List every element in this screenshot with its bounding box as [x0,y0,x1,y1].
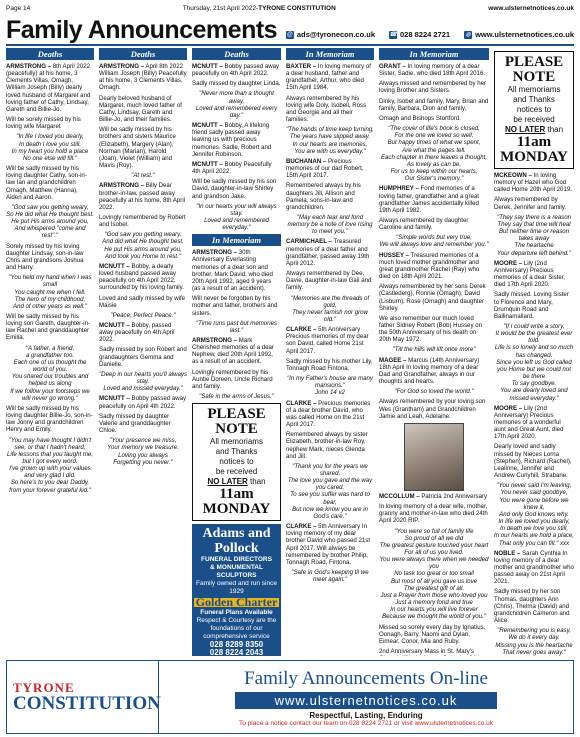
notice-paragraph [286,431,374,460]
notice-text: April 8th 2022 William Joseph (Billy) Peacefully at his home, 3 Clements Villas, Omagh. [99,63,187,92]
column-memoriam-1 [286,48,374,656]
notice-text: Dearly loved and sadly missed by Nieces Lorna (Stephen), Richard (Rachel), Lealinne, Jennifer and Andrew Curlyhill, Strabane. [494,443,572,480]
funeral-phone-2[interactable]: 028 8224 2043 [209,647,264,656]
notice-surname: GRANT – [379,63,406,70]
notice-text: Lily (2nd Anniversary) Precious memories of a dear Sister, died 17th April 2020. [494,259,566,289]
notice-paragraph [6,165,94,201]
funeral-director-ad[interactable] [192,524,281,656]
verse: "In life I loved you dearly, In death I love you still. In my heart you hold a place No one else will fill." [11,133,89,162]
notice-paragraph [6,405,94,434]
memoriam-block [192,234,281,400]
notice-text: Will be sadly missed by his son David, daughter-in-law Shirley and grandson Jake. [192,178,277,200]
please-note-line: and Thanks [513,95,555,104]
no-later-text: NO LATER [504,125,546,134]
globe-icon: ◍ [465,31,471,38]
verse: "The cover of life's book is closed, For the one we loved so well, But happy times of what we spent, Are what the pages tell. Each chapter in there leaves a thought, As lovely as can be, For us to keep within our hearts, Our Sister's memory." [380,125,488,183]
notice-text: Always remembered by his loving wife Doly, Isobell, Ross and Georgie and all their families. [286,94,367,124]
notice-paragraph [192,249,281,292]
column-heading: Deaths [99,48,187,60]
section-header [6,14,574,46]
notice-surname: CARMICHAEL – [286,238,332,246]
notice-text: Precious memories of a dear brother David, who was called Home on the 21st April 2017. [286,399,371,429]
verse: "Simple words but very true, We will always love and remember you." [379,234,489,249]
verse: "May each tear and fond memory be a note of love rising to meet you." [287,213,373,236]
please-note-line: be received [215,467,258,477]
memoriam-2-block [379,48,489,656]
notice-text: Always remembered by Derek, Jennifer and family. [494,196,567,211]
funeral-line4: Respect & Courtesy are the foundations of our comprehensive service [196,617,277,641]
notice-surname: CLARKE – [286,523,317,531]
column-deaths-3 [192,48,281,656]
notice-text: Will be sorely missed by his loving wife Margaret [6,116,81,131]
notice-surname: MCNUTT – [192,122,223,130]
please-note-line: All memoriams [210,437,263,447]
notice-surname: ARMSTRONG – [6,63,52,70]
notice-text: Sorely missed by his loving daughter Lindsay, son-in-law Chris and grandsons Joshua and Harry. [6,242,84,272]
deadline-time: 11am MONDAY [500,134,568,165]
notice-paragraph [99,95,187,124]
please-note-line: and Thanks [215,447,258,457]
verse: "Remembering you is easy, We do it every day. Missing you is the heartache That never goes away." [495,627,573,656]
memoriam-3-block [494,51,574,656]
ad-body [159,661,573,733]
notice-paragraph [6,63,94,113]
notice-text: Always remembered by daughter Caroline and family. [379,216,469,232]
logo-top: TYRONE [13,679,75,695]
notice-text: Precious memories of our dad Robert, 15th April 2017. [286,157,364,180]
notice-paragraph [99,346,187,367]
verse: "Never more than a thought away, Loved and remembered every day." [195,90,278,119]
verse: "You may have thought I didn't see, or that I hadn't heard, Life lessons that you taught me, but I got every word. I've grown up with your values and very glad I did. So here's to you dear Daddy, from your forever grateful kid." [6,436,94,494]
verse: "Time runs past but memories last." [195,319,278,334]
funeral-phone-1[interactable]: 028 8289 8350 [209,640,264,650]
notice-paragraph [379,98,489,112]
notice-text: Always remembered by her sons Derek (Castlederg), Ronnie (Omagh), David (Lisburn), Rose (Omagh) and daughter Shirley. [379,283,486,312]
notice-surname: MOORE – [494,404,523,412]
deaths-3-block [192,48,281,231]
email-text: ads@tyronecon.co.uk [296,30,376,39]
notice-paragraph [6,116,94,130]
notice-paragraph [99,63,187,92]
notice-paragraph [379,63,489,77]
notice-surname: ARMSTRONG – [99,182,145,190]
column-heading: In Memoriam [379,48,489,60]
notice-paragraph [494,291,574,320]
please-note-box-2 [494,51,574,169]
verse: "Your presence we miss, Your memory we treasure. Loving you always Forgetting you never." [107,437,179,466]
notice-surname: MCNUTT – [192,63,223,70]
notice-text: Will be sadly missed by his brothers and sisters Maurice (Elizabeth), Margery (Alan), Norman (Marian), Harold (Joan), Violet (William) and Mavis (Roy). [99,126,176,170]
ad-url[interactable]: www.ulsternetnotices.co.uk [235,692,498,709]
column-deaths-1 [6,48,94,656]
notice-surname: MCNUTT – [192,160,223,168]
please-note-line: notices to [219,457,254,467]
notice-text: Sadly missed by son Robert and grandaughters Gemma and Danielle. [99,346,187,368]
verse: "If I could write a story, It would be the greatest ever told. Life is so lonely and so much has changed. Since you left us God called you Home but we could not be there To say goodbye. You are dearly loved and missed everyday." [494,322,574,402]
verse: "The hands of time keep turning, The years have slipped away. In our hearts are memories, You are with us everyday." [286,126,374,155]
notice-paragraph [379,493,489,500]
notice-text: Always remembered by Dee, Davie, daughter-in-law Gail and family. [286,270,372,292]
notice-surname: MOORE – [494,259,523,267]
notice-paragraph [192,80,281,87]
memorial-photo [404,423,464,491]
contact-email[interactable] [286,30,375,39]
notice-paragraph [99,182,187,211]
notice-paragraph [494,588,574,624]
than-text: than [247,477,266,487]
notice-text: Dearly beloved husband of Margaret, much loved father of Cathy, Lindsay, Gareth and Billie-Jo, and their families. [99,94,182,124]
notice-text: Bobby passed away peacefully on April 4th 2022. [99,395,187,410]
column-heading: In Memoriam [192,234,281,246]
notice-text: In loving memory of a dear Sister, Sadie, who died 18th April 2016. [379,63,486,78]
funeral-name: Adams and Pollock [202,526,271,557]
notice-surname: HUMPHREY – [379,185,419,193]
phone-text: 028 8224 2721 [400,30,451,39]
notice-text: We also remember our much loved father Sidney Robert (Bob) Hussey on the 50th Anniversary of his death on 20th May 1972. [379,314,482,344]
notice-paragraph [286,182,374,211]
moore-noble-block [494,172,574,656]
notice-text: 5th Anniversary Precious memories of my dear son David, called Home 21st April 2017. [286,326,369,355]
verse: "They say there is a reason They say that time will heal But neither time or reason takes away The heartache Your departure left behind." [497,213,571,257]
notice-surname: ARMSTRONG – [192,337,238,344]
notice-paragraph [192,337,281,366]
verse: "God saw you getting weary, So He did what He thought best. He put His arms around you, And whispered "come and rest"." [6,203,94,240]
notice-paragraph [286,400,374,429]
notice-paragraph [494,196,574,210]
notice-paragraph [6,313,94,342]
please-note-heading: PLEASE NOTE [207,406,266,438]
notice-text: Marcus (14th Anniversary) 18th April In loving memory of a dear Dad and Grandfather, always in our thoughts and hearts. [379,356,480,386]
notice-paragraph [192,122,281,158]
notice-paragraph [379,217,489,231]
notice-text: Sarah Cynthia In loving memory of a dear mother and grandmother who passed away on 21st April 2021. [494,549,574,586]
please-note-line: be received [513,115,555,124]
notice-text: 2nd Anniversary Mass in St. Mary's [379,648,474,655]
notice-paragraph [494,443,574,479]
notice-paragraph [192,63,281,77]
ad-tagline: Respectful, Lasting, Enduring [309,710,423,720]
notice-paragraph [192,178,281,199]
verse: "You held my hand when I was small You caught me when I fell. The hero of my childhood, And of other years as well." [8,274,92,310]
notice-text: Treasured memories of a dear father and grandfather, passed away 19th April 2012. [286,238,370,267]
notice-text: Loved and sadly missed by wife Maisie [99,294,186,309]
notice-paragraph [494,550,574,586]
notice-paragraph [379,252,489,281]
notice-paragraph [379,283,489,312]
notice-paragraph [379,503,489,524]
phone-icon: ☎ [389,31,397,38]
notice-surname: BAXTER – [286,63,317,70]
please-note-box [192,403,281,521]
notice-text: 8th April 2022 (peacefully) at his home, 3 Clements Villas, Omagh, William Joseph (Billy) dearly loved husband of Margaret and loving father of Cathy, Lindsay, Gareth and Billie-Jo. [6,63,91,113]
verse: "Safe in God's keeping til we meet again." [291,569,369,584]
notice-text: Bobby, A lifelong friend sadly passed away leaving us with precious memories. Sadie, Robert and Jennifer Robinson. [192,122,272,158]
notice-paragraph [286,158,374,179]
page-number: Page 14 [6,5,31,12]
notice-text: Treasured memories of a much loved mother grandmother and great grandmother Rachel (Ray) who died on 18th April 2021. [379,251,480,281]
notice-paragraph [192,295,281,316]
notice-paragraph [379,315,489,344]
issue-line: Thursday, 21st April 2022-TYRONE CONSTITUTION [182,5,336,12]
column-memoriam-3 [494,48,574,656]
please-note-heading: PLEASE NOTE [504,54,564,85]
notice-paragraph [379,80,489,94]
email-icon: @ [286,31,293,38]
notice-surname: ARMSTRONG – [192,249,238,257]
verse: "You never said I'm leaving, You never said goodbye, You were gone before we knew it, And only God knows why. In life we loved you dearly, In death we love you still, In our hearts we hold a place, That only you can fill." xxx [494,482,574,547]
notice-text: Sadly missed by his mother Lily, Tonnagh Road Fintona. [286,357,373,372]
funeral-line3: Family owned and run since 1929 [196,580,277,596]
notices-area [6,48,574,656]
verse: "Memories are the threads of gold, They never tarnish nor grow old." [290,294,370,323]
notice-surname: MCNUTT – [99,395,130,403]
notice-text: Omagh and Bishops Stortford. [379,114,461,122]
site-link[interactable]: www.ulsternetnotices.co.uk [488,5,574,12]
notice-text: Dinky, Isobel and family, Mary, Brian and family, Barbara, Dion and family. [379,97,489,112]
mccollum-block [379,493,489,656]
notice-surname: CLARKE – [286,326,317,334]
notice-text: Bobby, a dearly loved husband passed away peacefully on 4th April 2022, surrounded by his loving family. [99,262,184,292]
ad-footnote: To place a notice contact our team on 028 8224 2721 or visit www.ulsternetnotices.co.uk [238,719,493,727]
online-notices-ad[interactable] [6,660,574,734]
web-text: www.ulsternetnotices.co.uk [475,30,574,39]
ad-heading: Family Announcements On-line [244,667,488,689]
column-deaths-2 [99,48,187,656]
notice-text: Always remembered by your loving son Wes (Grantham) and Grandchildren Jamie and Leah, Adelaine. [379,398,486,420]
notice-paragraph [379,648,489,656]
no-later-text: NO LATER [207,477,248,487]
notice-paragraph [99,263,187,292]
notice-surname: MCNUTT – [99,322,130,329]
notice-text: Bobby Peacefully 4th April 2022. [192,160,272,176]
notice-text: Sadly missed by daughter Valerie and granddaughter Chloe. [99,412,171,435]
notice-surname: MCNUTT – [99,262,130,270]
verse: "Safe in the arms of Jesus." [199,393,274,401]
notice-text: Always missed and remembered by her loving Brother and Sisters. [379,80,487,95]
column-heading: In Memoriam [286,48,374,60]
notice-paragraph [286,63,374,92]
notice-paragraph [379,357,489,386]
verse: "A father, a friend, a grandfather too. Each one of us thought the world of you. You shared our troubles and helped us along If we follow your footsteps we will never go wrong." [10,344,90,402]
notice-text: Lily (2nd Anniversary) Precious memories of a wonderful aunt and Great Aunt, died 17th April 2020. [494,404,564,441]
verse: "In my Father's house are many mansions." John 14 v2 [287,375,373,397]
top-strip [6,3,574,14]
notice-text: In loving memory of a dear husband, father and grandfather, Arthur, who died 15th April 1984. [286,63,372,92]
notice-surname: MCKEOWN – [494,172,532,179]
notice-text: Bobby passed away peacefully on 4th April 2022. [192,63,280,78]
funeral-line2: & MONUMENTAL SCULPTORS [210,564,263,580]
than-text: than [545,125,564,134]
notice-text: Will be sadly missed by his loving daughter Cathy, son-in-law Ian and grandchildren Omagh, Matthew (Hanna), Aiden and Aaron. [6,165,87,201]
notice-paragraph [99,413,187,434]
notice-paragraph [494,172,574,193]
notice-surname: HUSSEY – [379,251,410,259]
verse: "You were so full of family life So proud of all we did The greatest gesture touched your heart For all of us you lived. You were always there when we needed you No task too great or too small But most of all you gave us love The greatest gift of all. Just a Prayer from those who loved you Just a memory fond and true In our hearts you will live forever Because we thought the world of you." [379,527,489,621]
contact-phone[interactable] [389,30,450,39]
issue-date: Thursday, 21st April 2022 [182,5,256,12]
notice-text: In loving memory of Hazel who God called Home 20th April 2019. [494,172,572,194]
notice-text: Missed so sorely every day by Ignatius, Oonagh, Barry, Naomi and Dylan, Eimear, Conor, Mia and Ruby. [379,623,486,645]
deadline-time: 11am MONDAY [202,486,271,518]
notice-paragraph [286,95,374,124]
column-memoriam-2 [379,48,489,656]
notice-text: Will be sadly missed by his loving daughter Billie-Jo, son-in-law Jonny and grandchildren Henry and Emily. [6,404,93,434]
notice-paragraph [379,115,489,122]
notice-surname: MAGEE – [379,356,407,364]
notice-text: Lovingly remembered by Robert and Isobel. [99,213,186,229]
notice-paragraph [494,405,574,441]
notice-text: Sadly missed. Loving Sister to Florence and Mary, Drumquin Road and Ballinamallard. [494,291,569,320]
notice-text: Bobby, passed away peacefully on 4th April 2022. [99,322,175,344]
notice-paragraph [192,369,281,390]
notice-paragraph [192,161,281,175]
verse: "Thank you for the years we shared, The love you gave and the way you cared. To see you suffer was hard to bear, But now we know you are in God's care." [287,462,373,520]
notice-paragraph [286,270,374,291]
verse: "Till the hills will lift once more" [392,346,476,354]
paper-logo [7,661,159,733]
notice-text: Remembered always by sister Elizabeth, brother-in-law Roy, nephew Mark, nieces Glenda and Jill. [286,431,368,460]
notice-text: Patricia 2nd Anniversary [419,492,488,500]
notice-text: Will never be forgotten by his mother and father, brothers and sisters. [192,295,278,317]
notice-paragraph [286,358,374,372]
notice-paragraph [99,322,187,343]
notice-text: In loving memory of a dear wife, mother, granny and mother-in-law who died 24th April 2020 RIP. [379,503,488,525]
logo-bottom: CONSTITUTION [13,692,161,714]
please-note-line: notices to [516,105,552,114]
verse: "God saw you getting weary, And did what He thought best. He put His arms around you, And took you Home to rest." [102,231,184,260]
notice-paragraph [99,395,187,409]
funeral-line1: FUNERAL DIRECTORS [201,556,272,564]
golden-charter-logo: Golden Charter [195,595,278,610]
column-heading: Deaths [192,48,281,60]
please-note-line: All memoriams [507,85,561,94]
notice-text: Remembered always by his daughters Jill, Allison and Pamela, sons-in-law and grandchildren. [286,182,361,211]
notice-text: 30th Anniversary Everlasting memories of a dear son and brother, Mark David, who died 20th April 1992, aged 9 years (as a result of an accident). [192,249,273,293]
contact-web[interactable] [464,30,574,39]
notice-text: Will be sadly missed by his loving son Gareth, daughter-in-law Rachel and granddaughter Emilia. [6,313,91,342]
page-title: Family Announcements [6,16,278,44]
column-heading: Deaths [6,48,94,60]
notice-surname: MCCOLLUM – [379,492,420,500]
notice-surname: BUCHANAN – [286,157,327,165]
notice-paragraph [379,398,489,419]
notice-paragraph [379,185,489,214]
notice-paragraph [286,238,374,267]
verse: "For God so loved the world." [394,388,474,396]
notice-paragraph [286,326,374,355]
notice-paragraph [99,214,187,228]
notice-text: Sadly missed by daughter Linda. [192,80,281,88]
notice-text: Billy Dear brother-in-law, passed away peacefully at his home, 8th April 2022. [99,182,186,211]
notice-text: 5th Anniversary In loving memory of my dear brother David who passed 21st April 2017. Will always be remembered by brother Philip, Tonnagh Road, Fintona. [286,523,371,566]
notice-surname: CLARKE – [286,399,317,407]
verse: "In our hearts your will always stay. Loved and remembered everyday." [196,202,277,232]
notice-surname: ARMSTRONG – [99,63,145,70]
notice-paragraph [99,126,187,169]
notice-paragraph [286,523,374,566]
verse: "Peace, Perfect Peace." [110,311,176,319]
verse: "At rest." [131,172,155,180]
paper-name: TYRONE CONSTITUTION [258,5,336,12]
verse: "Deep in our hearts you'll always stay. Loved and missed everyday." [99,370,187,393]
notice-text: Sadly missed by her son Thomas, daughters Ann (Chris), Thelma (David) and grandchildren Cameron and Alice. [494,588,570,625]
notice-text: Fond memories of a loving father, grandfather and a great grandfather James accidentally killed 19th April 1982. [379,185,479,214]
funeral-plans: Funeral Plans Available [200,609,273,617]
notice-paragraph [379,624,489,645]
notice-paragraph [99,295,187,309]
notice-text: Lovingly remembered by his Auntie Doreen, Uncle Richard and family. [192,368,273,390]
notice-paragraph [494,260,574,289]
notice-surname: NOBLE – [494,549,521,557]
notice-paragraph [6,243,94,272]
contact-bar [277,30,574,44]
notice-text: Mark Cherished memories of a dear Nephew, died 20th April 1992, as a result of an accident. [192,337,274,366]
